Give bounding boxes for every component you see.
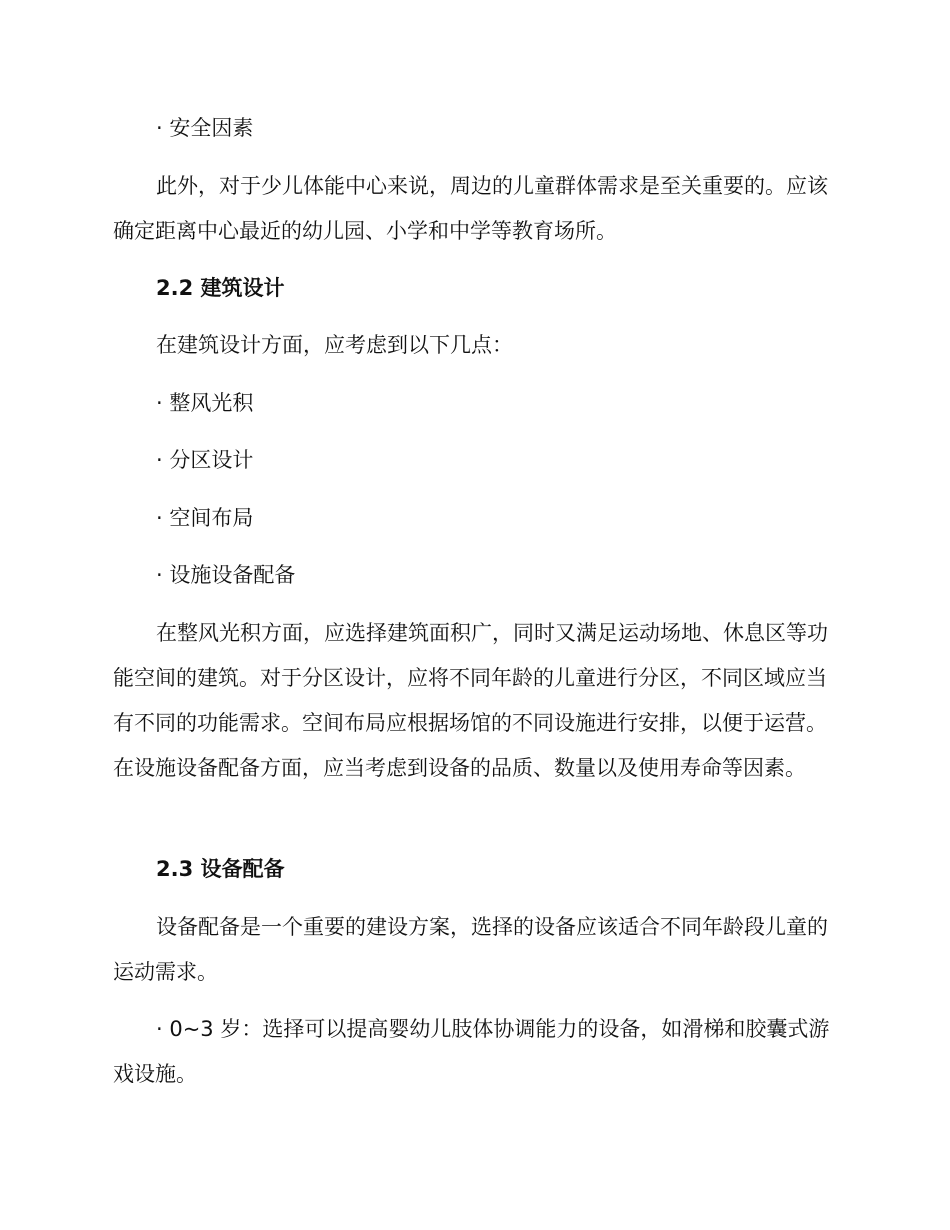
paragraph-architecture-intro: 在建筑设计方面，应考虑到以下几点： xyxy=(156,333,513,357)
bullet-age-0-3: · 0~3 岁：选择可以提高婴幼儿肢体协调能力的设备，如滑梯和胶囊式游戏设施。 xyxy=(113,1017,830,1086)
bullet-space-layout: · 空间布局 xyxy=(156,506,254,530)
bullet-zoning-design: · 分区设计 xyxy=(156,448,254,472)
heading-2-2: 2.2 建筑设计 xyxy=(156,276,285,300)
paragraph-equipment-intro: 设备配备是一个重要的建设方案，选择的设备应该适合不同年龄段儿童的运动需求。 xyxy=(113,915,828,984)
paragraph-child-demand: 此外，对于少儿体能中心来说，周边的儿童群体需求是至关重要的。应该确定距离中心最近的幼儿园、小学和中学等教育场所。 xyxy=(113,174,828,243)
heading-2-3: 2.3 设备配备 xyxy=(156,857,285,881)
bullet-ventilation-light: · 整风光积 xyxy=(156,391,254,415)
bullet-safety-factors: · 安全因素 xyxy=(156,116,254,140)
paragraph-architecture-detail: 在整风光积方面，应选择建筑面积广，同时又满足运动场地、休息区等功能空间的建筑。对于分区设计，应将不同年龄的儿童进行分区，不同区域应当有不同的功能需求。空间布局应根据场馆的不同设施进行安排，以便于运营。在设施设备配备方面，应当考虑到设备的品质、数量以及使用寿命等因素。 xyxy=(113,621,828,780)
document-page xyxy=(113,0,833,1230)
bullet-facility-equipment: · 设施设备配备 xyxy=(156,563,296,587)
